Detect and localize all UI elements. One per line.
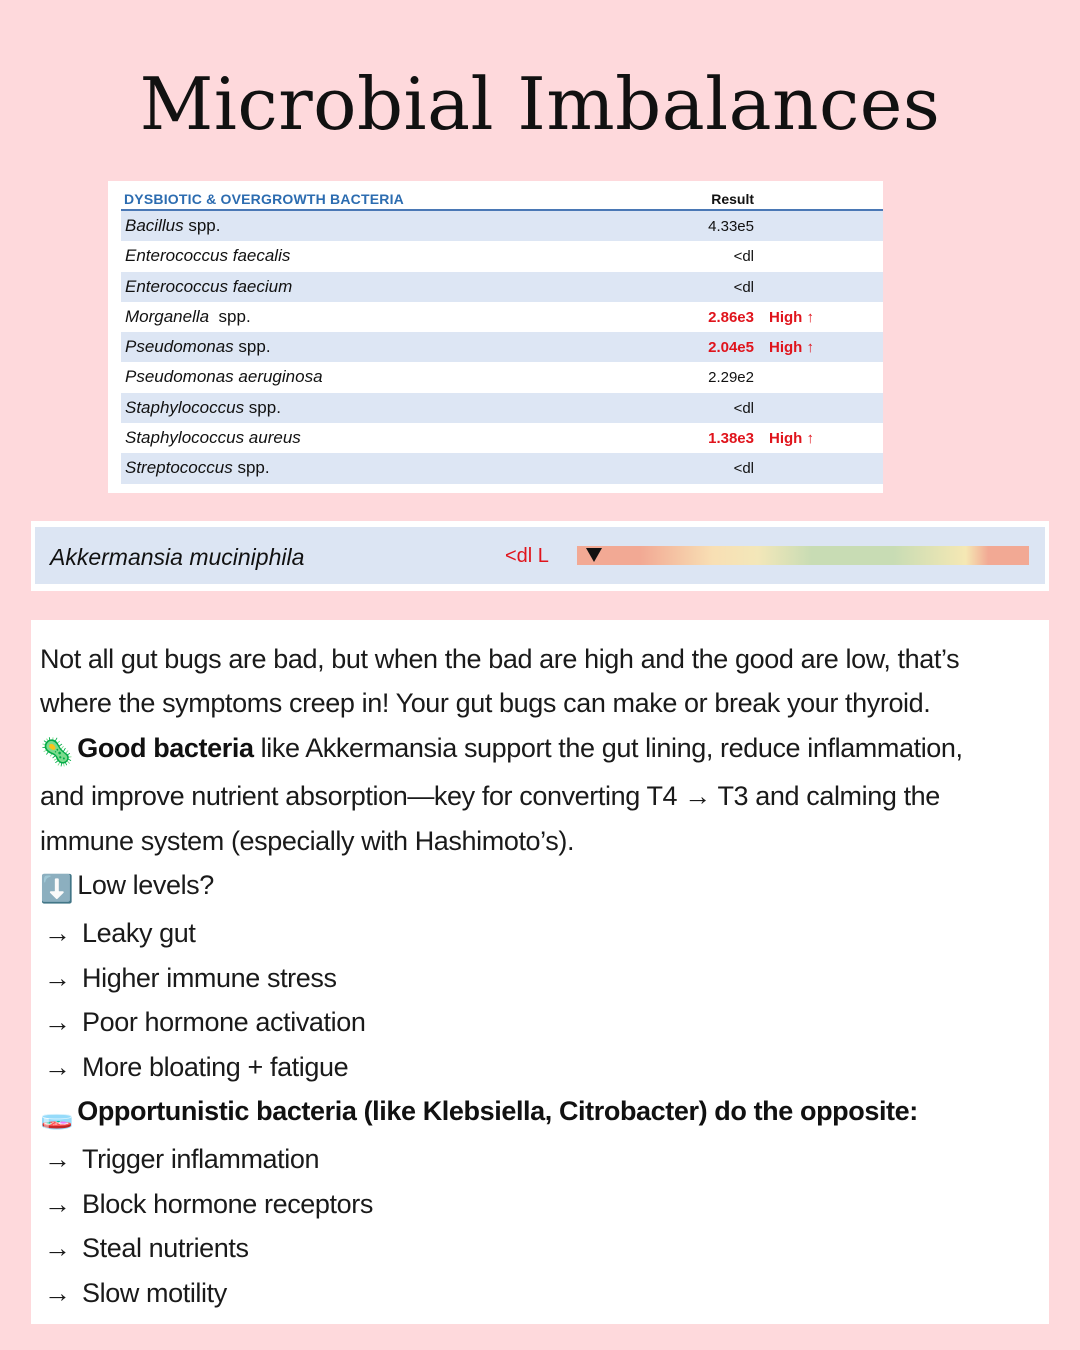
opportunistic-item bbox=[40, 1137, 1045, 1181]
opportunistic-item bbox=[40, 1226, 1045, 1270]
good-bacteria-heading: Good bacteria bbox=[77, 732, 254, 763]
high-flag: High ↑ bbox=[769, 430, 814, 448]
result-value: <dl bbox=[733, 248, 754, 266]
organism-name: Staphylococcus aureus bbox=[125, 428, 301, 448]
level-marker-icon bbox=[586, 548, 602, 562]
right-arrow-icon: → bbox=[44, 1144, 71, 1175]
right-arrow-icon: → bbox=[44, 962, 71, 993]
good-bacteria-line: immune system (especially with Hashimoto’s). bbox=[40, 825, 575, 856]
reference-range-bar bbox=[577, 546, 1029, 565]
result-value: 2.04e5 bbox=[708, 339, 754, 357]
low-levels-item bbox=[40, 911, 1045, 955]
akkermansia-name: Akkermansia muciniphila bbox=[50, 544, 305, 570]
result-value: 1.38e3 bbox=[708, 430, 754, 448]
list-item-text: Higher immune stress bbox=[82, 962, 337, 993]
intro-line: Not all gut bugs are bad, but when the bad are high and the good are low, that’s bbox=[40, 644, 960, 674]
good-bacteria-text: like Akkermansia support the gut lining, reduce inflammation, bbox=[253, 732, 963, 763]
table-header bbox=[121, 189, 883, 211]
organism-name: Staphylococcus spp. bbox=[125, 397, 281, 417]
table-row bbox=[121, 211, 883, 241]
table-row bbox=[121, 302, 883, 332]
table-header-result: Result bbox=[711, 191, 754, 207]
low-levels-list bbox=[40, 911, 1045, 1089]
good-bacteria-line bbox=[40, 726, 1045, 774]
table-row bbox=[121, 453, 883, 483]
table-row bbox=[121, 362, 883, 392]
explanation-text bbox=[40, 637, 1045, 1315]
organism-name: Bacillus spp. bbox=[125, 216, 221, 235]
list-item-text: More bloating + fatigue bbox=[82, 1051, 349, 1082]
low-levels-item bbox=[40, 1000, 1045, 1044]
list-item-text: Leaky gut bbox=[82, 918, 196, 949]
table-header-category: DYSBIOTIC & OVERGROWTH BACTERIA bbox=[124, 191, 404, 207]
table-row bbox=[121, 423, 883, 453]
akkermansia-row bbox=[35, 527, 1045, 584]
intro-line: where the symptoms creep in! Your gut bugs can make or break your thyroid. bbox=[40, 688, 931, 719]
list-item-text: Trigger inflammation bbox=[82, 1144, 320, 1175]
akkermansia-panel bbox=[31, 521, 1049, 591]
opportunistic-list bbox=[40, 1137, 1045, 1315]
right-arrow-icon: → bbox=[44, 1233, 71, 1264]
high-flag: High ↑ bbox=[769, 339, 814, 357]
down-arrow-icon: ⬇️ bbox=[40, 874, 74, 905]
list-item-text: Steal nutrients bbox=[82, 1233, 249, 1264]
result-value: 2.29e2 bbox=[708, 369, 754, 387]
list-item-text: Poor hormone activation bbox=[82, 1007, 366, 1038]
result-value: <dl bbox=[733, 460, 754, 478]
organism-name: Streptococcus spp. bbox=[125, 458, 270, 478]
akkermansia-value: <dl L bbox=[505, 545, 549, 567]
page-title: Microbial Imbalances bbox=[139, 62, 941, 146]
low-levels-item bbox=[40, 956, 1045, 1000]
petri-dish-icon: 🧫 bbox=[40, 1100, 74, 1131]
result-value: 2.86e3 bbox=[708, 308, 754, 326]
right-arrow-icon: → bbox=[44, 1277, 71, 1308]
opportunistic-line bbox=[40, 1089, 1045, 1137]
result-value: <dl bbox=[733, 399, 754, 417]
right-arrow-icon: → bbox=[44, 1188, 71, 1219]
low-levels-line bbox=[40, 863, 1045, 911]
table-row bbox=[121, 272, 883, 302]
organism-name: Pseudomonas aeruginosa bbox=[125, 367, 323, 387]
organism-name: Enterococcus faecium bbox=[125, 276, 293, 296]
low-levels-label: Low levels? bbox=[77, 870, 214, 901]
list-item-text: Slow motility bbox=[82, 1277, 227, 1308]
opportunistic-heading: Opportunistic bacteria (like Klebsiella, Citrobacter) do the opposite: bbox=[77, 1096, 918, 1127]
table-rows bbox=[121, 211, 883, 484]
result-value: <dl bbox=[733, 278, 754, 296]
table-row bbox=[121, 241, 883, 271]
right-arrow-icon: → bbox=[44, 1007, 71, 1038]
lab-results-table bbox=[108, 181, 883, 493]
high-flag: High ↑ bbox=[769, 308, 814, 326]
organism-name: Pseudomonas spp. bbox=[125, 337, 271, 357]
result-value: 4.33e5 bbox=[708, 218, 754, 235]
list-item-text: Block hormone receptors bbox=[82, 1188, 373, 1219]
right-arrow-icon: → bbox=[44, 918, 71, 949]
opportunistic-item bbox=[40, 1182, 1045, 1226]
organism-name: Morganella spp. bbox=[125, 306, 251, 326]
explanation-card bbox=[31, 620, 1049, 1324]
organism-name: Enterococcus faecalis bbox=[125, 246, 291, 266]
opportunistic-item bbox=[40, 1271, 1045, 1315]
good-bacteria-line: and improve nutrient absorption—key for converting T4 → T3 and calming the bbox=[40, 781, 940, 812]
table-row bbox=[121, 332, 883, 362]
microbe-icon: 🦠 bbox=[40, 736, 74, 767]
right-arrow-icon: → bbox=[44, 1051, 71, 1082]
low-levels-item bbox=[40, 1045, 1045, 1089]
table-row bbox=[121, 393, 883, 423]
